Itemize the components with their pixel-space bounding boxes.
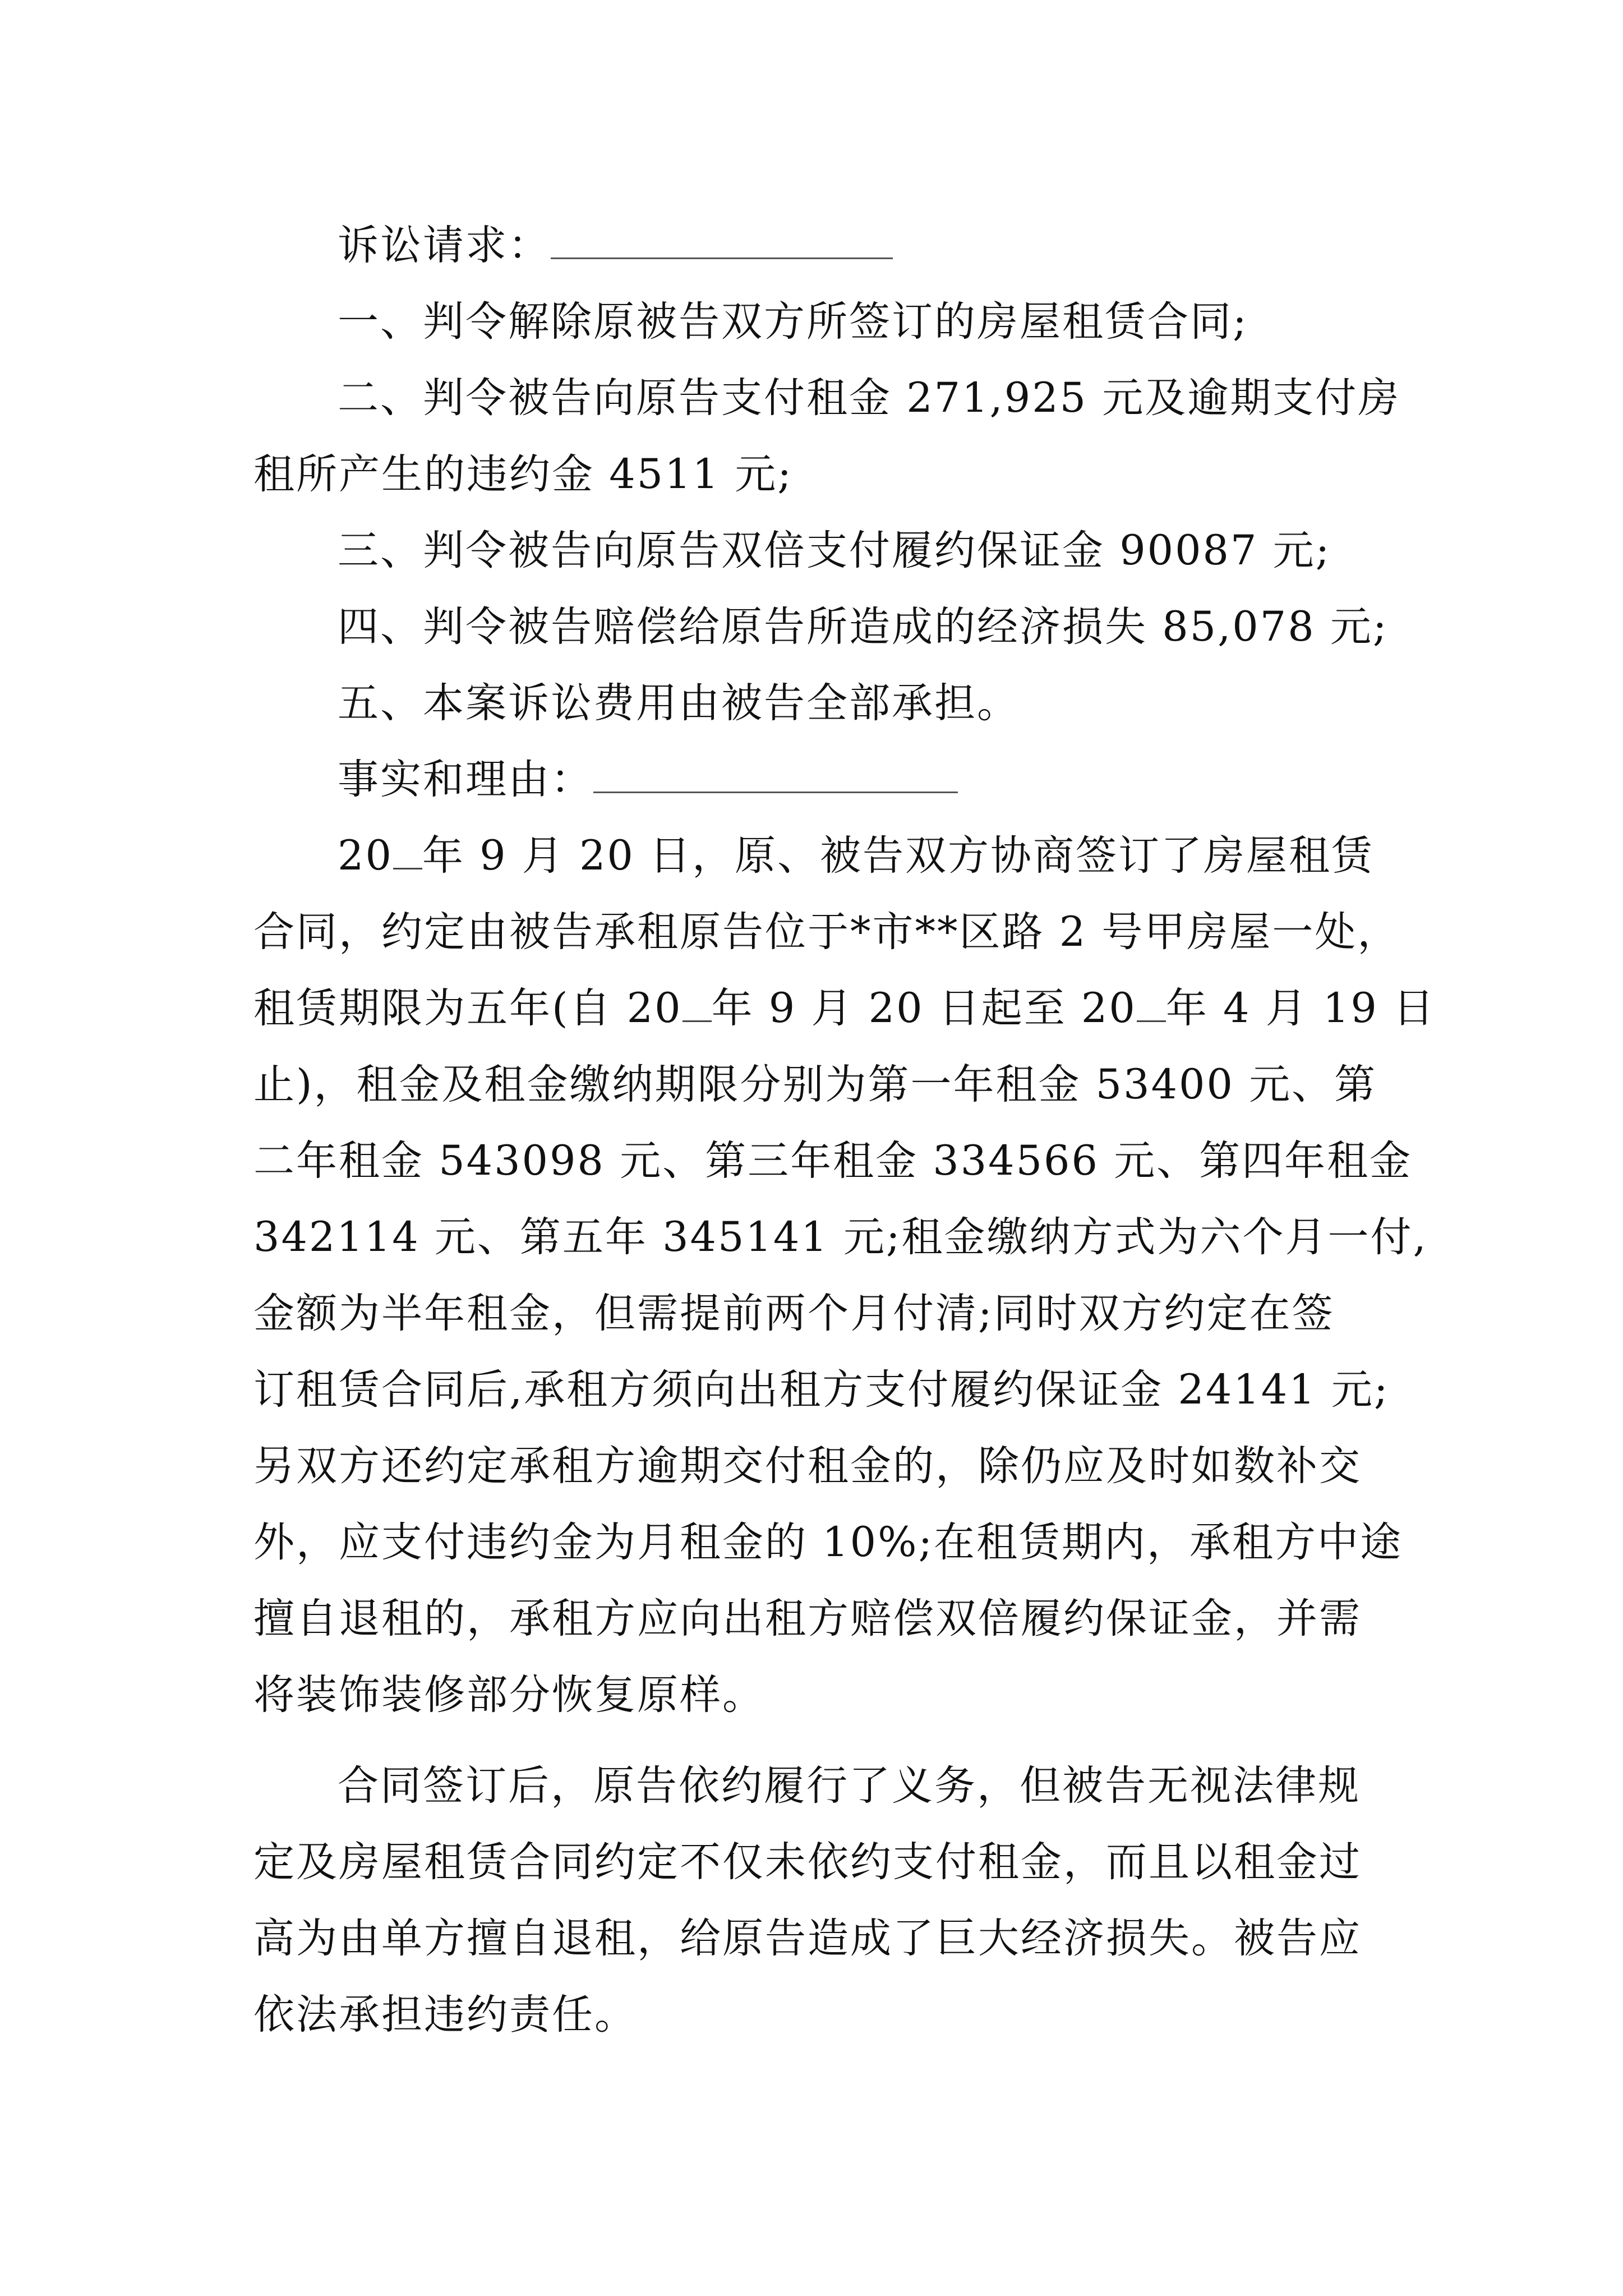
facts-heading-blank [593, 752, 958, 793]
facts-paragraph-line: 二年租金 543098 元、第三年租金 334566 元、第四年租金 [253, 1137, 1413, 1185]
facts-year-prefix: 20 [338, 832, 393, 880]
year-blank [683, 986, 712, 1022]
facts-paragraph-line: 止)，租金及租金缴纳期限分别为第一年租金 53400 元、第 [253, 1061, 1377, 1108]
reason-paragraph-line: 高为由单方擅自退租，给原告造成了巨大经济损失。被告应 [253, 1915, 1362, 1962]
claim-2-continued: 租所产生的违约金 4511 元; [253, 450, 793, 498]
year-blank [393, 833, 422, 869]
facts-line-1-text: 年 9 月 20 日，原、被告双方协商签订了房屋租赁 [422, 832, 1375, 880]
claim-3: 三、判令被告向原告双倍支付履约保证金 90087 元; [338, 527, 1331, 574]
document-body [253, 208, 1436, 2053]
reason-paragraph-line: 定及房屋租赁合同约定不仅未依约支付租金，而且以租金过 [253, 1838, 1362, 1886]
facts-paragraph-line: 合同，约定由被告承租原告位于*市**区路 2 号甲房屋一处， [253, 908, 1400, 956]
facts-paragraph-line: 342114 元、第五年 345141 元;租金缴纳方式为六个月一付, [253, 1213, 1428, 1261]
year-blank [1137, 986, 1166, 1022]
claim-5: 五、本案诉讼费用由被告全部承担。 [338, 679, 1020, 727]
facts-paragraph-line: 金额为半年租金，但需提前两个月付清;同时双方约定在签 [253, 1290, 1335, 1337]
claim-2: 二、判令被告向原告支付租金 271,925 元及逾期支付房 [338, 374, 1401, 422]
claims-heading-blank [551, 218, 893, 259]
claim-4: 四、判令被告赔偿给原告所造成的经济损失 85,078 元; [338, 603, 1389, 651]
facts-paragraph-line: 将装饰装修部分恢复原样。 [253, 1671, 765, 1719]
claims-heading: 诉讼请求： [338, 222, 551, 269]
facts-heading-line [253, 742, 1393, 818]
lease-term-middle: 年 9 月 20 日起至 20 [711, 984, 1137, 1032]
facts-paragraph-line: 订租赁合同后,承租方须向出租方支付履约保证金 24141 元; [253, 1366, 1390, 1414]
facts-paragraph-line [253, 970, 1436, 1047]
facts-paragraph-line: 另双方还约定承租方逾期交付租金的，除仍应及时如数补交 [253, 1442, 1362, 1490]
claim-1: 一、判令解除原被告双方所签订的房屋租赁合同; [338, 298, 1248, 346]
facts-paragraph-line: 外，应支付违约金为月租金的 10%;在租赁期内，承租方中途 [253, 1519, 1403, 1566]
facts-paragraph-line [253, 818, 1393, 894]
claims-heading-line [253, 208, 1393, 284]
lease-term-start: 租赁期限为五年(自 20 [253, 984, 683, 1032]
reason-paragraph-line: 依法承担违约责任。 [253, 1991, 637, 2039]
lease-term-end: 年 4 月 19 日 [1165, 984, 1436, 1032]
facts-heading: 事实和理由： [338, 756, 593, 803]
reason-paragraph-line: 合同签订后，原告依约履行了义务，但被告无视法律规 [338, 1762, 1361, 1810]
facts-paragraph-line: 擅自退租的，承租方应向出租方赔偿双倍履约保证金，并需 [253, 1595, 1362, 1642]
paragraph-gap [253, 1733, 1393, 1748]
